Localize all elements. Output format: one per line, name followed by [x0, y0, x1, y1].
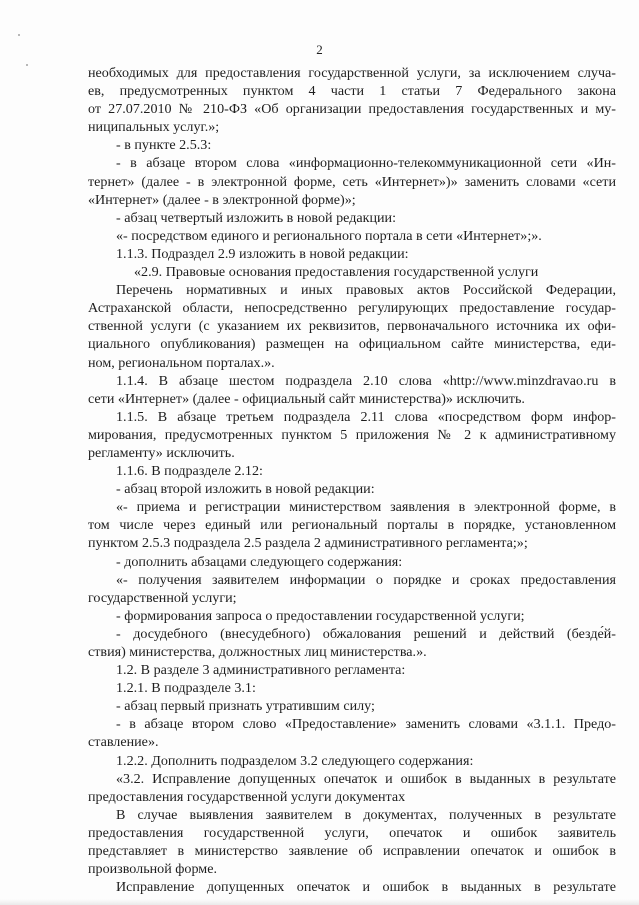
- scan-speck: [18, 34, 20, 36]
- text-line: - досудебного (внесудебного) обжалования решений и действий (безде́й-: [116, 625, 616, 642]
- text-line: мирования, предусмотренных пунктом 5 приложения № 2 к административному: [88, 426, 616, 443]
- text-line: необходимых для предоставления государственной услуги, за исключением случа-: [88, 65, 616, 81]
- section-heading: «2.9. Правовые основания предоставления государственной услуги: [134, 264, 539, 281]
- text-line: ном, региональном порталах.».: [88, 354, 275, 371]
- section-heading: предоставления государственной услуги документах: [88, 788, 406, 805]
- text-line: сети «Интернет» (далее - официальный сайт министерства)» исключить.: [88, 390, 525, 407]
- text-line: регламенту» исключить.: [88, 444, 235, 461]
- text-line: Исправление допущенных опечаток и ошибок в выданных в результате: [116, 879, 616, 896]
- text-line: 1.1.4. В абзаце шестом подраздела 2.10 слова «http://www.minzdravao.ru в: [116, 372, 616, 389]
- text-line: - в абзаце втором слова «информационно-телекоммуникационной сети «Ин-: [116, 155, 616, 172]
- text-line: ставление».: [88, 734, 159, 751]
- text-line: - абзац второй изложить в новой редакции:: [116, 481, 375, 498]
- text-line: государственной услуги;: [88, 589, 237, 606]
- page-number: 2: [316, 42, 323, 57]
- text-line: 1.2.2. Дополнить подразделом 3.2 следующего содержания:: [116, 752, 474, 769]
- section-heading: «3.2. Исправление допущенных опечаток и ошибок в выданных в результате: [116, 770, 616, 787]
- text-line: - в абзаце втором слово «Предоставление» заменить словами «3.1.1. Предо-: [116, 716, 616, 733]
- text-line: пунктом 2.5.3 подраздела 2.5 раздела 2 административного регламента;»;: [88, 535, 528, 552]
- text-line: ствия) министерства, должностных лиц министерства.».: [88, 644, 427, 660]
- text-line: ственной услуги (с указанием их реквизитов, первоначального источника их офи-: [88, 318, 616, 335]
- text-line: - формирования запроса о предоставлении государственной услуги;: [116, 607, 525, 624]
- text-line: тернет» (далее - в электронной форме, сеть «Интернет»)» заменить словами «сети: [88, 173, 616, 190]
- text-line: «- получения заявителем информации о порядке и сроках предоставления: [116, 571, 616, 588]
- document-body: [88, 64, 616, 896]
- text-line: «- посредством единого и регионального портала в сети «Интернет»;».: [116, 227, 542, 244]
- text-line: В случае выявления заявителем в документах, полученных в результате: [116, 806, 616, 823]
- text-line: - дополнить абзацами следующего содержания:: [116, 553, 403, 570]
- text-line: представляет в министерство заявление об исправлении опечаток и ошибок в: [88, 843, 616, 860]
- text-line: Перечень нормативных и иных правовых актов Российской Федерации,: [116, 282, 616, 299]
- text-line: циального опубликования) размещен на официальном сайте министерства, еди-: [88, 336, 616, 353]
- text-line: - в пункте 2.5.3:: [116, 137, 212, 154]
- text-line: 1.2. В разделе 3 административного регламента:: [116, 662, 406, 679]
- text-line: произвольной форме.: [88, 861, 217, 878]
- text-line: предоставления государственной услуги, опечаток и ошибок заявитель: [88, 824, 616, 841]
- text-line: «- приема и регистрации министерством заявления в электронной форме, в: [116, 499, 616, 516]
- text-line: 1.2.1. В подразделе 3.1:: [116, 680, 256, 697]
- text-line: 1.1.6. В подразделе 2.12:: [116, 463, 263, 480]
- scan-bottom-edge: [0, 899, 639, 905]
- text-line: 1.1.5. В абзаце третьем подраздела 2.11 слова «посредством форм инфор-: [116, 408, 616, 425]
- scan-speck: [26, 64, 28, 66]
- text-line: ниципальных услуг.»;: [88, 119, 220, 136]
- text-line: ев, предусмотренных пунктом 4 части 1 статьи 7 Федерального закона: [88, 83, 616, 100]
- text-line: Астраханской области, непосредственно регулирующих предоставление государ-: [88, 300, 616, 317]
- text-line: 1.1.3. Подраздел 2.9 изложить в новой редакции:: [116, 245, 409, 262]
- text-line: «Интернет» (далее - в электронной форме)»;: [88, 191, 356, 208]
- text-line: том числе через единый или региональный порталы в порядке, установленном: [88, 517, 616, 534]
- text-line: - абзац четвертый изложить в новой редакции:: [116, 209, 397, 226]
- text-line: - абзац первый признать утратившим силу;: [116, 698, 375, 715]
- text-line: от 27.07.2010 № 210-ФЗ «Об организации предоставления государственных и му-: [88, 101, 616, 118]
